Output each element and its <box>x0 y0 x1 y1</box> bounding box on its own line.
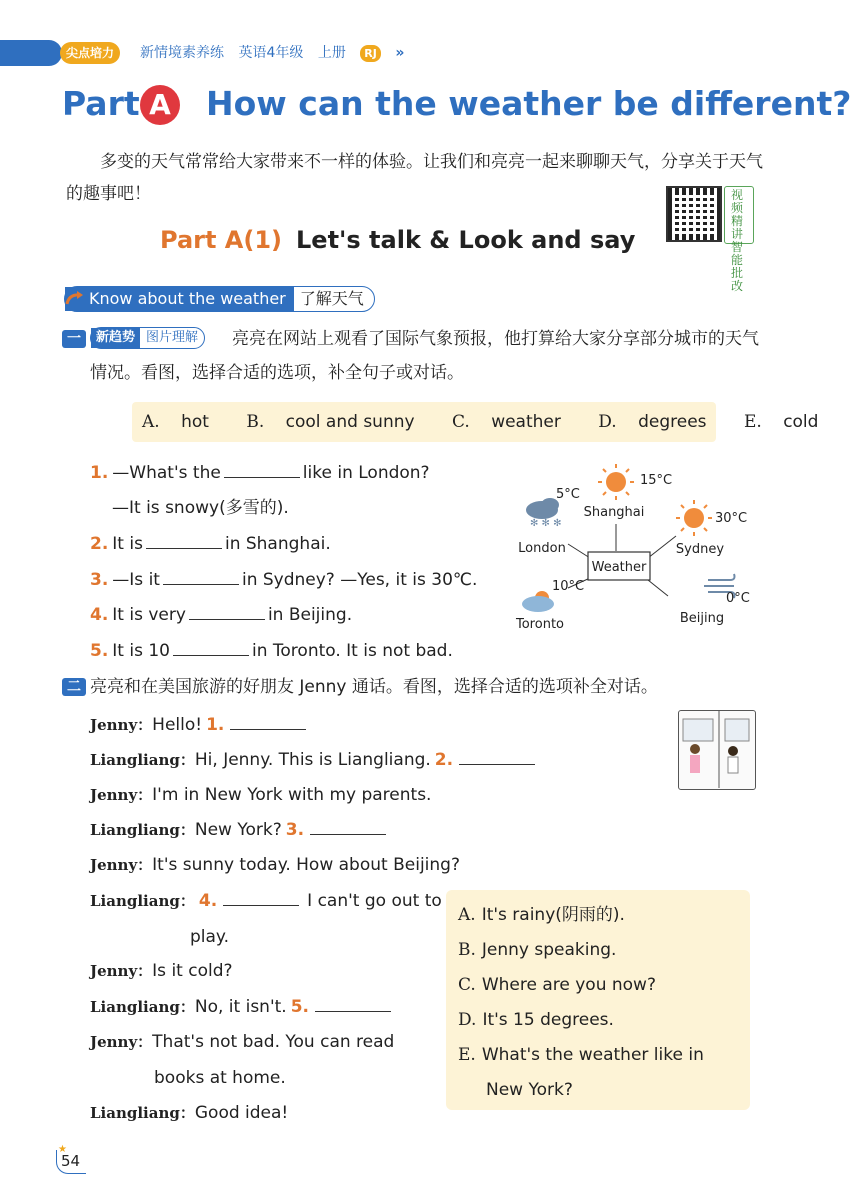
answer-blank[interactable] <box>173 640 249 656</box>
question-1: 1. —What's the like in London? <box>90 463 430 483</box>
option-item: B. cool and sunny <box>246 412 415 432</box>
partly-cloudy-icon <box>522 591 554 612</box>
title-part: Part <box>62 84 140 123</box>
intro-paragraph: 多变的天气常常给大家带来不一样的体验。让我们和亮亮一起来聊聊天气，分享关于天气的趣事吧！ <box>66 152 763 204</box>
connector-line <box>648 536 676 558</box>
answer-blank[interactable] <box>223 890 299 906</box>
connector-line <box>568 544 590 558</box>
london-temp: 5°C <box>556 487 580 502</box>
title-letter-badge: A <box>140 85 180 125</box>
tag-new-trend: 新趋势 <box>91 328 140 348</box>
option-item: A. hot <box>142 412 209 432</box>
star-icon: ★ <box>58 1144 67 1155</box>
beijing-label: Beijing <box>679 611 725 626</box>
snow-cloud-icon <box>526 498 562 529</box>
beijing-temp: 0°C <box>726 591 750 606</box>
double-chevron-icon: » <box>395 45 403 61</box>
task1-number: 一 <box>62 330 86 348</box>
sydney-label: Sydney <box>675 542 725 557</box>
svg-text:✻ ✻ ✻: ✻ ✻ ✻ <box>530 518 562 529</box>
answer-blank[interactable] <box>224 462 300 478</box>
answer-blank[interactable] <box>230 714 306 730</box>
choice-item: D. It's 15 degrees. <box>458 1010 614 1030</box>
choice-item: E. What's the weather like in <box>458 1045 704 1065</box>
toronto-temp: 10°C <box>552 579 585 594</box>
weather-diagram <box>508 456 778 636</box>
qr-code-icon[interactable] <box>666 186 722 242</box>
choice-item: A. It's rainy(阴雨的). <box>458 905 625 925</box>
choice-item: B. Jenny speaking. <box>458 940 617 960</box>
dialogue-line: Liangliang：New York? 3. <box>90 819 386 841</box>
section-title-en: Know about the weather <box>65 287 294 311</box>
header-series <box>140 42 412 64</box>
question-1-answer: —It is snowy(多雪的). <box>112 498 289 518</box>
sydney-temp: 30°C <box>715 511 748 526</box>
dialogue-line: Liangliang： 4. I can't go out to <box>90 891 442 911</box>
series-name: 新情境素养练 <box>140 45 224 61</box>
section-title-cn: 了解天气 <box>299 289 364 308</box>
weather-center-label: Weather <box>591 560 647 575</box>
edition-badge: RJ <box>360 45 381 62</box>
connector-line <box>648 580 668 596</box>
curved-arrow-icon <box>64 290 86 308</box>
question-5: 5. It is 10 in Toronto. It is not bad. <box>90 641 453 661</box>
answer-blank[interactable] <box>459 749 535 765</box>
sun-icon <box>676 500 712 536</box>
header-bar <box>0 40 62 66</box>
dialogue-line-continued: play. <box>190 927 229 947</box>
phone-call-illustration <box>678 710 756 790</box>
question-2: 2. It is in Shanghai. <box>90 534 331 554</box>
section-pill <box>64 286 375 312</box>
question-3: 3. —Is it in Sydney? —Yes, it is 30℃. <box>90 570 478 590</box>
volume-name: 上册 <box>317 45 346 61</box>
dialogue-line: Liangliang：No, it isn't. 5. <box>90 996 391 1018</box>
toronto-label: Toronto <box>516 617 564 632</box>
question-4: 4. It is very in Beijing. <box>90 605 353 625</box>
lesson-name: Let's talk & Look and say <box>296 226 636 254</box>
choice-item: C. Where are you now? <box>458 975 656 995</box>
dialogue-line: Liangliang：Good idea! <box>90 1103 289 1123</box>
task2-number: 二 <box>62 678 86 696</box>
page-number: 54 <box>61 1152 81 1170</box>
header-badge: 尖点培力 <box>60 42 120 64</box>
answer-blank[interactable] <box>146 533 222 549</box>
shanghai-label: Shanghai <box>583 505 645 520</box>
dialogue-line: Jenny：That's not bad. You can read <box>90 1032 395 1052</box>
task1-instructions: 亮亮在网站上观看了国际气象预报，他打算给大家分享部分城市的天气情况。看图，选择合适的选项，补全句子或对话。 <box>90 329 759 383</box>
page-title: How can the weather be different? <box>206 84 851 123</box>
choice-item-continued: New York? <box>486 1080 573 1100</box>
dialogue-line: Jenny：It's sunny today. How about Beijing? <box>90 855 460 875</box>
choices-box <box>446 890 750 1110</box>
answer-blank[interactable] <box>310 819 386 835</box>
tag-picture-understanding: 图片理解 <box>146 330 199 345</box>
answer-blank[interactable] <box>189 604 265 620</box>
options-box <box>132 402 819 442</box>
dialogue-line: Jenny：I'm in New York with my parents. <box>90 785 432 805</box>
dialogue-line-continued: books at home. <box>154 1068 286 1088</box>
shanghai-temp: 15°C <box>640 473 673 488</box>
option-item: D. degrees <box>598 412 707 432</box>
option-item: C. weather <box>451 412 561 432</box>
task2-instructions: 亮亮和在美国旅游的好朋友 Jenny 通话。看图，选择合适的选项补全对话。 <box>90 677 658 697</box>
option-item: E. cold <box>743 412 819 432</box>
answer-blank[interactable] <box>163 569 239 585</box>
qr-label: 视频精讲智能批改 <box>724 186 754 244</box>
subject-name: 英语4年级 <box>238 45 304 61</box>
answer-blank[interactable] <box>315 996 391 1012</box>
dialogue-line: Jenny：Is it cold? <box>90 961 233 981</box>
dialogue-line: Jenny：Hello! 1. <box>90 714 306 736</box>
task1-tag <box>90 327 205 349</box>
london-label: London <box>518 541 566 556</box>
lesson-title <box>160 226 635 254</box>
lesson-part: Part A(1) <box>160 226 283 254</box>
sun-icon <box>598 464 634 500</box>
dialogue-line: Liangliang：Hi, Jenny. This is Liangliang. 2. <box>90 749 535 771</box>
